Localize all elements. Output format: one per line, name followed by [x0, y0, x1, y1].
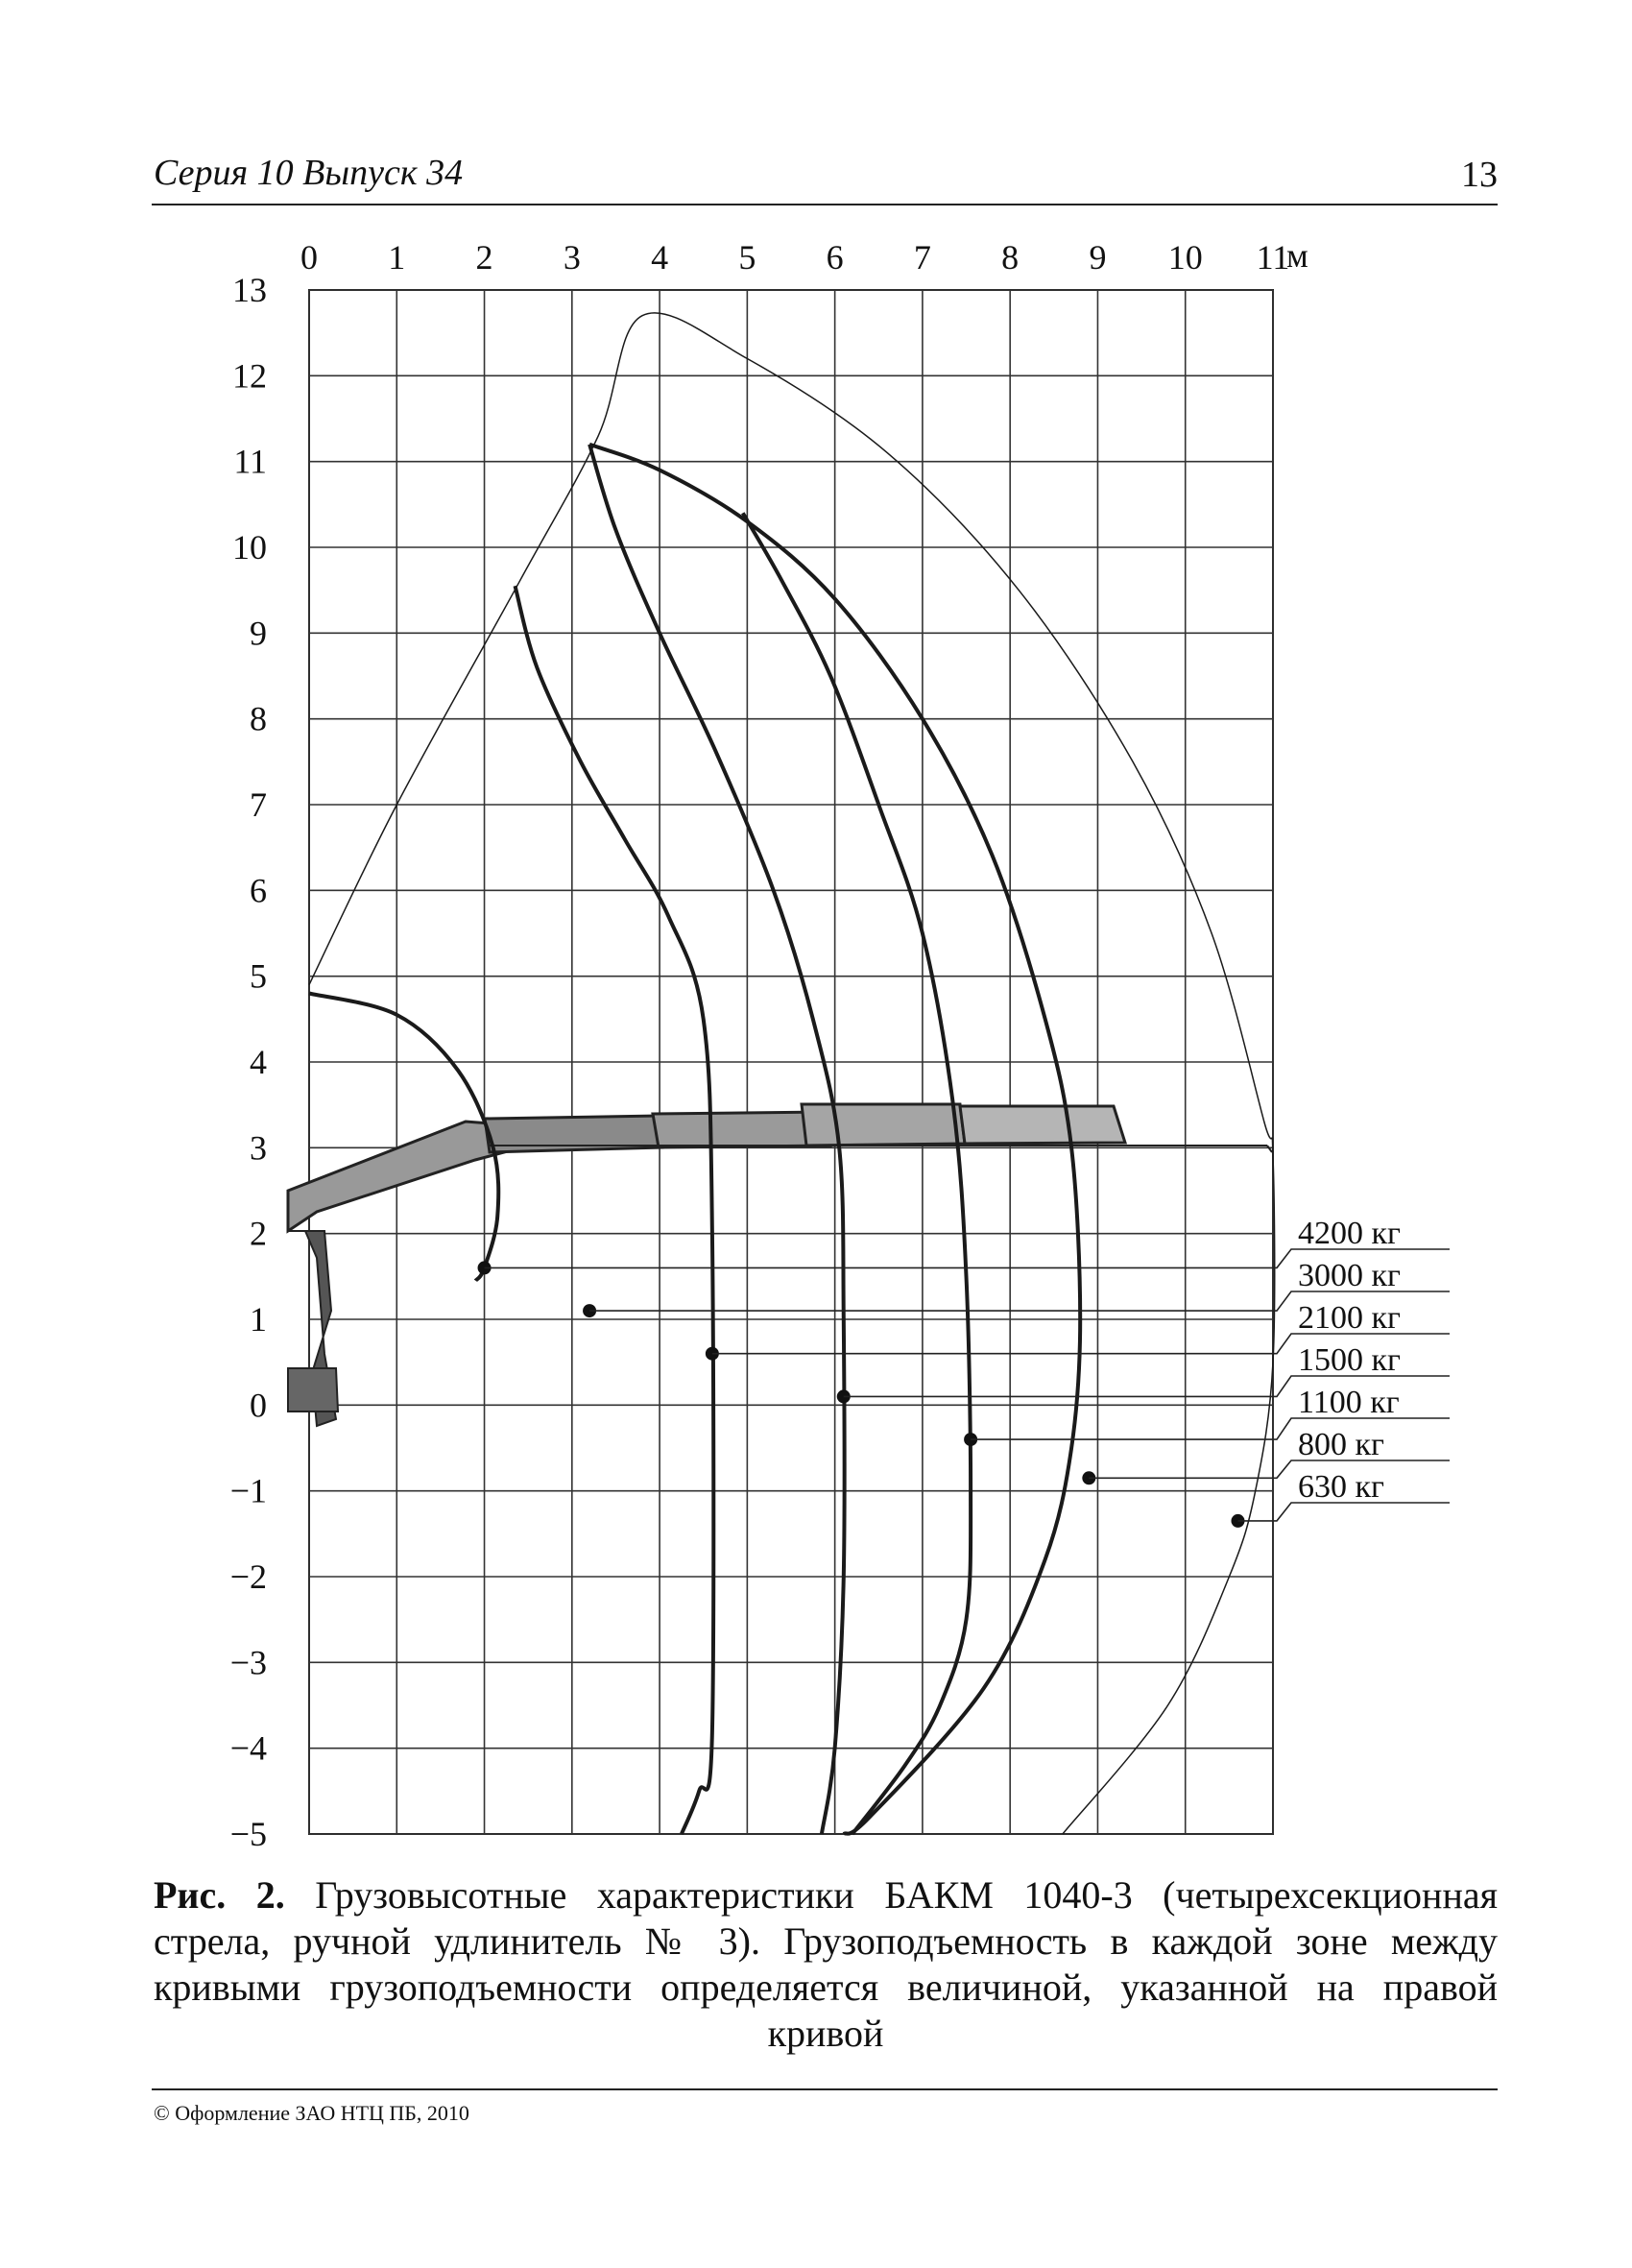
load-curve-3000-кг — [516, 586, 714, 1834]
y-tick-label: −2 — [229, 1557, 267, 1596]
y-tick-label: −5 — [229, 1815, 267, 1853]
figure-caption — [154, 1872, 1498, 2057]
x-unit-label: м — [1286, 236, 1308, 275]
y-tick-label: −1 — [229, 1471, 267, 1510]
load-curve-1500-кг — [743, 513, 971, 1834]
x-tick-label: 8 — [1001, 238, 1020, 277]
y-tick-label: 4 — [250, 1043, 267, 1081]
page-number: 13 — [1461, 155, 1498, 195]
x-tick-label: 7 — [913, 238, 931, 277]
y-tick-label: 1 — [250, 1300, 267, 1339]
y-tick-label: 10 — [232, 528, 267, 567]
series-header: Серия 10 Выпуск 34 — [154, 153, 464, 193]
load-label: 630 кг — [1298, 1469, 1384, 1505]
load-label: 4200 кг — [1298, 1216, 1401, 1251]
x-tick-label: 2 — [475, 238, 493, 277]
copyright-footer: © Оформление ЗАО НТЦ ПБ, 2010 — [154, 2101, 469, 2125]
load-curves — [309, 313, 1275, 1834]
y-tick-label: 8 — [250, 699, 267, 738]
y-tick-label: 0 — [250, 1386, 267, 1425]
y-tick-label: 2 — [250, 1214, 267, 1253]
boom-section-4 — [960, 1106, 1125, 1144]
load-label: 800 кг — [1298, 1427, 1384, 1462]
y-tick-label: 9 — [250, 614, 267, 653]
y-tick-label: 12 — [232, 356, 267, 396]
y-tick-label: 5 — [250, 956, 267, 996]
x-tick-label: 11 — [1256, 238, 1290, 277]
crane-base — [288, 1368, 338, 1411]
leader-line — [1237, 1503, 1450, 1521]
load-curve-630-кг — [309, 313, 1275, 1834]
x-tick-label: 6 — [826, 238, 844, 277]
caption-label: Рис. 2. — [154, 1873, 285, 1917]
y-tick-label: 13 — [232, 271, 267, 309]
load-label: 3000 кг — [1298, 1258, 1401, 1293]
x-tick-label: 10 — [1167, 238, 1203, 277]
load-label: 1500 кг — [1298, 1342, 1401, 1378]
x-tick-label: 5 — [738, 238, 756, 277]
footer-divider — [152, 2088, 1498, 2090]
y-tick-label: 3 — [250, 1128, 267, 1168]
x-tick-label: 3 — [563, 238, 581, 277]
x-tick-label: 1 — [388, 238, 406, 277]
leader-line — [1089, 1460, 1450, 1478]
boom-section-3 — [802, 1104, 965, 1146]
y-tick-label: −4 — [229, 1728, 267, 1768]
x-tick-label: 4 — [651, 238, 669, 277]
load-labels — [478, 1216, 1450, 1528]
y-tick-label: −3 — [229, 1643, 267, 1682]
hook-line — [1267, 1146, 1272, 1152]
x-tick-label: 9 — [1089, 238, 1107, 277]
axis-ticks — [230, 238, 1290, 1853]
x-tick-label: 0 — [300, 238, 318, 277]
load-label: 2100 кг — [1298, 1300, 1401, 1336]
load-label: 1100 кг — [1298, 1385, 1400, 1420]
boom-section-1 — [485, 1116, 662, 1152]
caption-text: Грузовысотные характеристики БАКМ 1040-3 (четырехсекционная стрела, ручной удлинитель № 3). Грузоподъемность в каждой зоне между кривыми грузоподъемности определяется величиной, указанной на правой кривой — [154, 1873, 1498, 2055]
crane-boom-drawing — [288, 1104, 1272, 1426]
y-tick-label: 6 — [250, 871, 267, 910]
y-tick-label: 7 — [250, 785, 267, 824]
y-tick-label: 11 — [233, 442, 267, 481]
